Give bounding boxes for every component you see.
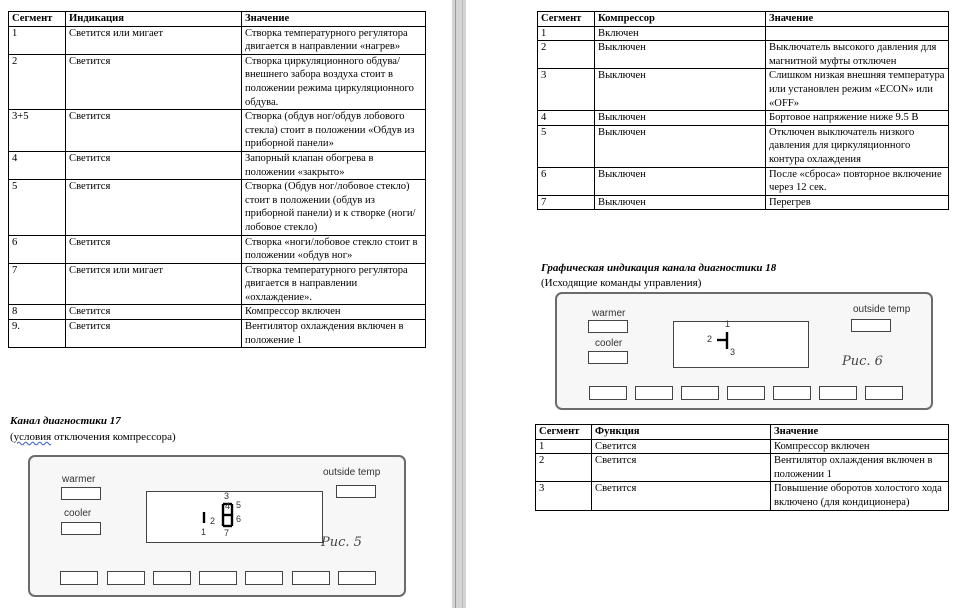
cell-meaning: Слишком низкая внешняя температура или установлен режим «ECON» или «OFF» (766, 69, 949, 111)
cell-indication: Светится (66, 180, 242, 235)
segment-label-7: 7 (224, 528, 230, 538)
warmer-label: warmer (592, 308, 626, 319)
subheading-part: ( (10, 431, 14, 443)
column-header: Индикация (66, 12, 242, 27)
section-heading-channel-17: Канал диагностики 17 (10, 415, 121, 427)
cell-compressor: Выключен (595, 41, 766, 69)
cell-meaning (766, 26, 949, 41)
column-header: Значение (766, 12, 949, 27)
cell-segment: 7 (538, 195, 595, 210)
function-table (535, 424, 949, 511)
cell-meaning: Створка (обдув ног/обдув лобового стекла) стоит в положении «Обдув из приборной панели» (242, 110, 426, 152)
segment-label-2: 2 (707, 334, 713, 344)
column-header: Функция (592, 425, 771, 440)
cell-meaning: Запорный клапан обогрева в положении «закрыто» (242, 151, 426, 179)
table-row (536, 482, 949, 510)
table-row (538, 26, 949, 41)
table-row (9, 110, 426, 152)
table-header-row (538, 12, 949, 27)
cell-segment: 8 (9, 305, 66, 320)
figure-caption: Рис. 5 (321, 535, 362, 550)
cell-function: Светится (592, 439, 771, 454)
cell-meaning: Бортовое напряжение ниже 9.5 В (766, 111, 949, 126)
table-row (538, 195, 949, 210)
table-row (536, 439, 949, 454)
outside-temp-button (336, 485, 376, 498)
bottom-button-5 (245, 571, 283, 585)
cell-segment: 6 (9, 235, 66, 263)
cell-segment: 2 (536, 454, 592, 482)
cell-meaning: Перегрев (766, 195, 949, 210)
climate-control-panel-figure-5 (28, 455, 406, 597)
cell-segment: 2 (9, 54, 66, 109)
column-header: Сегмент (9, 12, 66, 27)
document-page-left (0, 0, 452, 608)
table-row (9, 235, 426, 263)
cell-segment: 2 (538, 41, 595, 69)
table-row (9, 180, 426, 235)
subheading-underlined-word: условия (13, 431, 52, 443)
cell-meaning: Створка температурного регулятора двигается в направлении «охлаждение». (242, 263, 426, 305)
cell-indication: Светится (66, 320, 242, 348)
segment-indication-table (8, 11, 426, 348)
cell-meaning: Вентилятор охлаждения включен в положение 1 (242, 320, 426, 348)
cell-function: Светится (592, 454, 771, 482)
compressor-table (537, 11, 949, 210)
bottom-button-4 (727, 386, 765, 400)
section-heading-channel-18: Графическая индикация канала диагностики 18 (541, 262, 777, 274)
bottom-button-7 (865, 386, 903, 400)
segment-diagram (147, 492, 322, 542)
cooler-label: cooler (64, 508, 92, 519)
segment-label-6: 6 (236, 514, 242, 524)
section-subheading-channel-17 (10, 431, 176, 443)
page-gutter (452, 0, 466, 608)
cell-segment: 1 (538, 26, 595, 41)
bottom-button-6 (819, 386, 857, 400)
cell-compressor: Включен (595, 26, 766, 41)
figure-caption: Рис. 6 (842, 354, 883, 369)
cell-segment: 5 (538, 125, 595, 167)
warmer-label: warmer (62, 474, 96, 485)
table-header-row (536, 425, 949, 440)
segment-label-1: 1 (201, 527, 207, 537)
table-row (9, 263, 426, 305)
warmer-button (588, 320, 628, 333)
climate-control-panel-figure-6 (555, 292, 933, 410)
cell-meaning: Створка циркуляционного обдува/внешнего забора воздуха стоит в положении режима циркуляционного обдува. (242, 54, 426, 109)
cell-function: Светится (592, 482, 771, 510)
cell-segment: 6 (538, 167, 595, 195)
bottom-button-5 (773, 386, 811, 400)
cell-meaning: Компрессор включен (771, 439, 949, 454)
table-row (9, 305, 426, 320)
segment-label-2: 2 (210, 516, 216, 526)
cell-compressor: Выключен (595, 167, 766, 195)
cell-meaning: Выключатель высокого давления для магнитной муфты отключен (766, 41, 949, 69)
cell-compressor: Выключен (595, 125, 766, 167)
cell-segment: 3 (536, 482, 592, 510)
outside-temp-label: outside temp (323, 467, 381, 478)
cell-meaning: Створка (Обдув ног/лобовое стекло) стоит в положении (обдув из приборной панели) и к створке (ноги/лобовое стекло) (242, 180, 426, 235)
segment-diagram (674, 322, 808, 367)
column-header: Компрессор (595, 12, 766, 27)
bottom-button-3 (153, 571, 191, 585)
table-row (538, 125, 949, 167)
cell-indication: Светится (66, 110, 242, 152)
bottom-button-2 (107, 571, 145, 585)
segment-display (673, 321, 809, 368)
cell-indication: Светится (66, 54, 242, 109)
bottom-button-6 (292, 571, 330, 585)
column-header: Значение (242, 12, 426, 27)
cell-indication: Светится (66, 235, 242, 263)
cell-segment: 9. (9, 320, 66, 348)
cell-indication: Светится или мигает (66, 263, 242, 305)
cell-meaning: Створка температурного регулятора двигается в направлении «нагрев» (242, 26, 426, 54)
cell-compressor: Выключен (595, 195, 766, 210)
cell-compressor: Выключен (595, 69, 766, 111)
column-header: Сегмент (536, 425, 592, 440)
table-row (536, 454, 949, 482)
cell-meaning: Створка «ноги/лобовое стекло стоит в положении «обдув ног» (242, 235, 426, 263)
column-header: Значение (771, 425, 949, 440)
table-row (538, 41, 949, 69)
cell-segment: 3 (538, 69, 595, 111)
table-row (9, 151, 426, 179)
cell-indication: Светится (66, 151, 242, 179)
cell-segment: 1 (536, 439, 592, 454)
segment-display (146, 491, 323, 543)
cooler-label: cooler (595, 338, 623, 349)
segment-label-5: 5 (236, 500, 242, 510)
bottom-button-2 (635, 386, 673, 400)
table-row (538, 167, 949, 195)
subheading-part: отключения компрессора) (51, 431, 176, 443)
cooler-button (61, 522, 101, 535)
segment-label-4: 4 (225, 501, 231, 511)
cell-meaning: Вентилятор охлаждения включен в положении 1 (771, 454, 949, 482)
cell-indication: Светится или мигает (66, 26, 242, 54)
segment-label-1: 1 (725, 319, 731, 329)
section-subheading-channel-18: (Исходящие команды управления) (541, 277, 702, 289)
segment-label-3: 3 (224, 491, 230, 501)
cell-meaning: После «сброса» повторное включение через 12 сек. (766, 167, 949, 195)
segment-label-3: 3 (730, 347, 736, 357)
warmer-button (61, 487, 101, 500)
table-row (9, 26, 426, 54)
cell-segment: 7 (9, 263, 66, 305)
cell-meaning: Компрессор включен (242, 305, 426, 320)
cell-segment: 4 (538, 111, 595, 126)
table-header-row (9, 12, 426, 27)
bottom-button-4 (199, 571, 237, 585)
cell-segment: 4 (9, 151, 66, 179)
cell-meaning: Повышение оборотов холостого хода включено (для кондиционера) (771, 482, 949, 510)
cell-indication: Светится (66, 305, 242, 320)
cooler-button (588, 351, 628, 364)
cell-compressor: Выключен (595, 111, 766, 126)
table-row (9, 54, 426, 109)
table-row (538, 69, 949, 111)
outside-temp-label: outside temp (853, 304, 911, 315)
bottom-button-1 (589, 386, 627, 400)
table-row (538, 111, 949, 126)
cell-segment: 3+5 (9, 110, 66, 152)
cell-segment: 5 (9, 180, 66, 235)
cell-segment: 1 (9, 26, 66, 54)
bottom-button-1 (60, 571, 98, 585)
cell-meaning: Отключен выключатель низкого давления для циркуляционного контура охлаждения (766, 125, 949, 167)
document-page-right (466, 0, 960, 608)
bottom-button-3 (681, 386, 719, 400)
outside-temp-button (851, 319, 891, 332)
column-header: Сегмент (538, 12, 595, 27)
table-row (9, 320, 426, 348)
bottom-button-7 (338, 571, 376, 585)
